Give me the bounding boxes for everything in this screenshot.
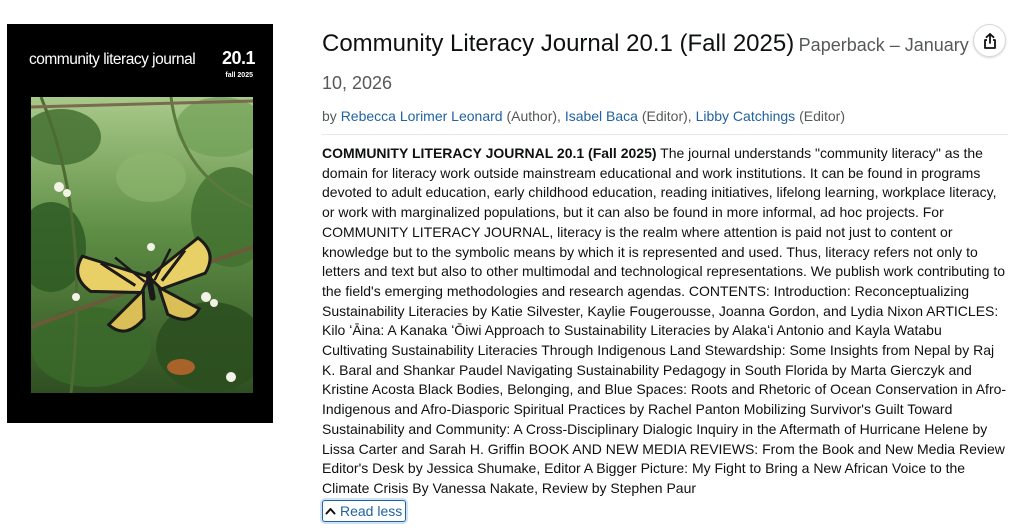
- cover-volume: 20.1: [221, 48, 255, 68]
- butterfly-photo: [31, 97, 253, 393]
- read-less-label: Read less: [340, 503, 403, 519]
- format-date-text: Paperback – January 10, 2026: [322, 35, 969, 93]
- butterfly-photo-illustration: [31, 97, 253, 393]
- contributor: [696, 108, 845, 124]
- description-body: The journal understands "community literacy" as the domain for literacy work outside mainstream educational and work institutions. It can be found in programs devoted to adult education, early childhood education, reading initiatives, lifelong learning, workplace literacy, or work with marginalized populations, but it can also be found in more informal, ad hoc projects. For COMMUNITY LITERACY JOURNAL, literacy is the realm where attention is paid not just to content or knowledge but to the symbolic means by which it is represented and used. Thus, literacy refers not only to letters and text but also to other multimodal and technological representations. We publish work contributing to the field's emerging methodologies and research agendas. CONTENTS: Introduction: Reconceptualizing Sustainability Literacies by Katie Silvester, Kaylie Fougerousse, Joanna Gordon, and Lydia Nixon ARTICLES: Kilo ʻĀina: A Kanaka ʻŌiwi Approach to Sustainability Literacies by Alakaʻi Antonio and Kayla Watabu Cultivating Sustainability Literacies Through Indigenous Land Stewardship: Some Insights from Nepal by Raj K. Baral and Shankar Paudel Navigating Sustainability Pedagogy in South Florida by Marta Gierczyk and Kristine Acosta Black Bodies, Belonging, and Blue Spaces: Roots and Rhetoric of Ocean Conservation in Afro-Indigenous and Afro-Diasporic Spiritual Practices by Rachel Panton Mobilizing Survivor's Guilt Toward Sustainability and Community: A Cross-Disciplinary Dialogic Inquiry in the Aftermath of Hurricane Helene by Lissa Carter and Sarah H. Griffin BOOK AND NEW MEDIA REVIEWS: From the Book and New Media Review Editor's Desk by Jessica Shumake, Editor A Bigger Picture: My Fight to Bring a New African Voice to the Climate Crisis By Vanessa Nakate, Review by Stephen Paur: [322, 145, 1007, 496]
- contributor: [341, 108, 565, 124]
- contributor-link-editor[interactable]: Libby Catchings: [695, 108, 796, 124]
- book-description: [322, 144, 1008, 499]
- contributor: [565, 108, 696, 124]
- byline-prefix: by: [322, 108, 337, 124]
- book-cover[interactable]: [7, 24, 273, 423]
- title-block: [322, 26, 982, 103]
- read-less-button[interactable]: [322, 500, 406, 522]
- description-lead: COMMUNITY LITERACY JOURNAL 20.1 (Fall 2025): [322, 145, 657, 161]
- contributor-role: (Author),: [506, 108, 561, 124]
- contributor-link-editor[interactable]: Isabel Baca: [564, 108, 638, 124]
- cover-title: community literacy journal: [29, 51, 196, 68]
- cover-season: fall 2025: [225, 72, 253, 79]
- contributor-link-author[interactable]: Rebecca Lorimer Leonard: [340, 108, 503, 124]
- product-title: Community Literacy Journal 20.1 (Fall 2025): [322, 30, 795, 57]
- chevron-up-icon: [325, 507, 336, 515]
- contributor-role: (Editor),: [641, 108, 692, 124]
- contributor-role: (Editor): [799, 108, 845, 124]
- product-details: [322, 26, 1008, 499]
- byline: [322, 106, 1008, 135]
